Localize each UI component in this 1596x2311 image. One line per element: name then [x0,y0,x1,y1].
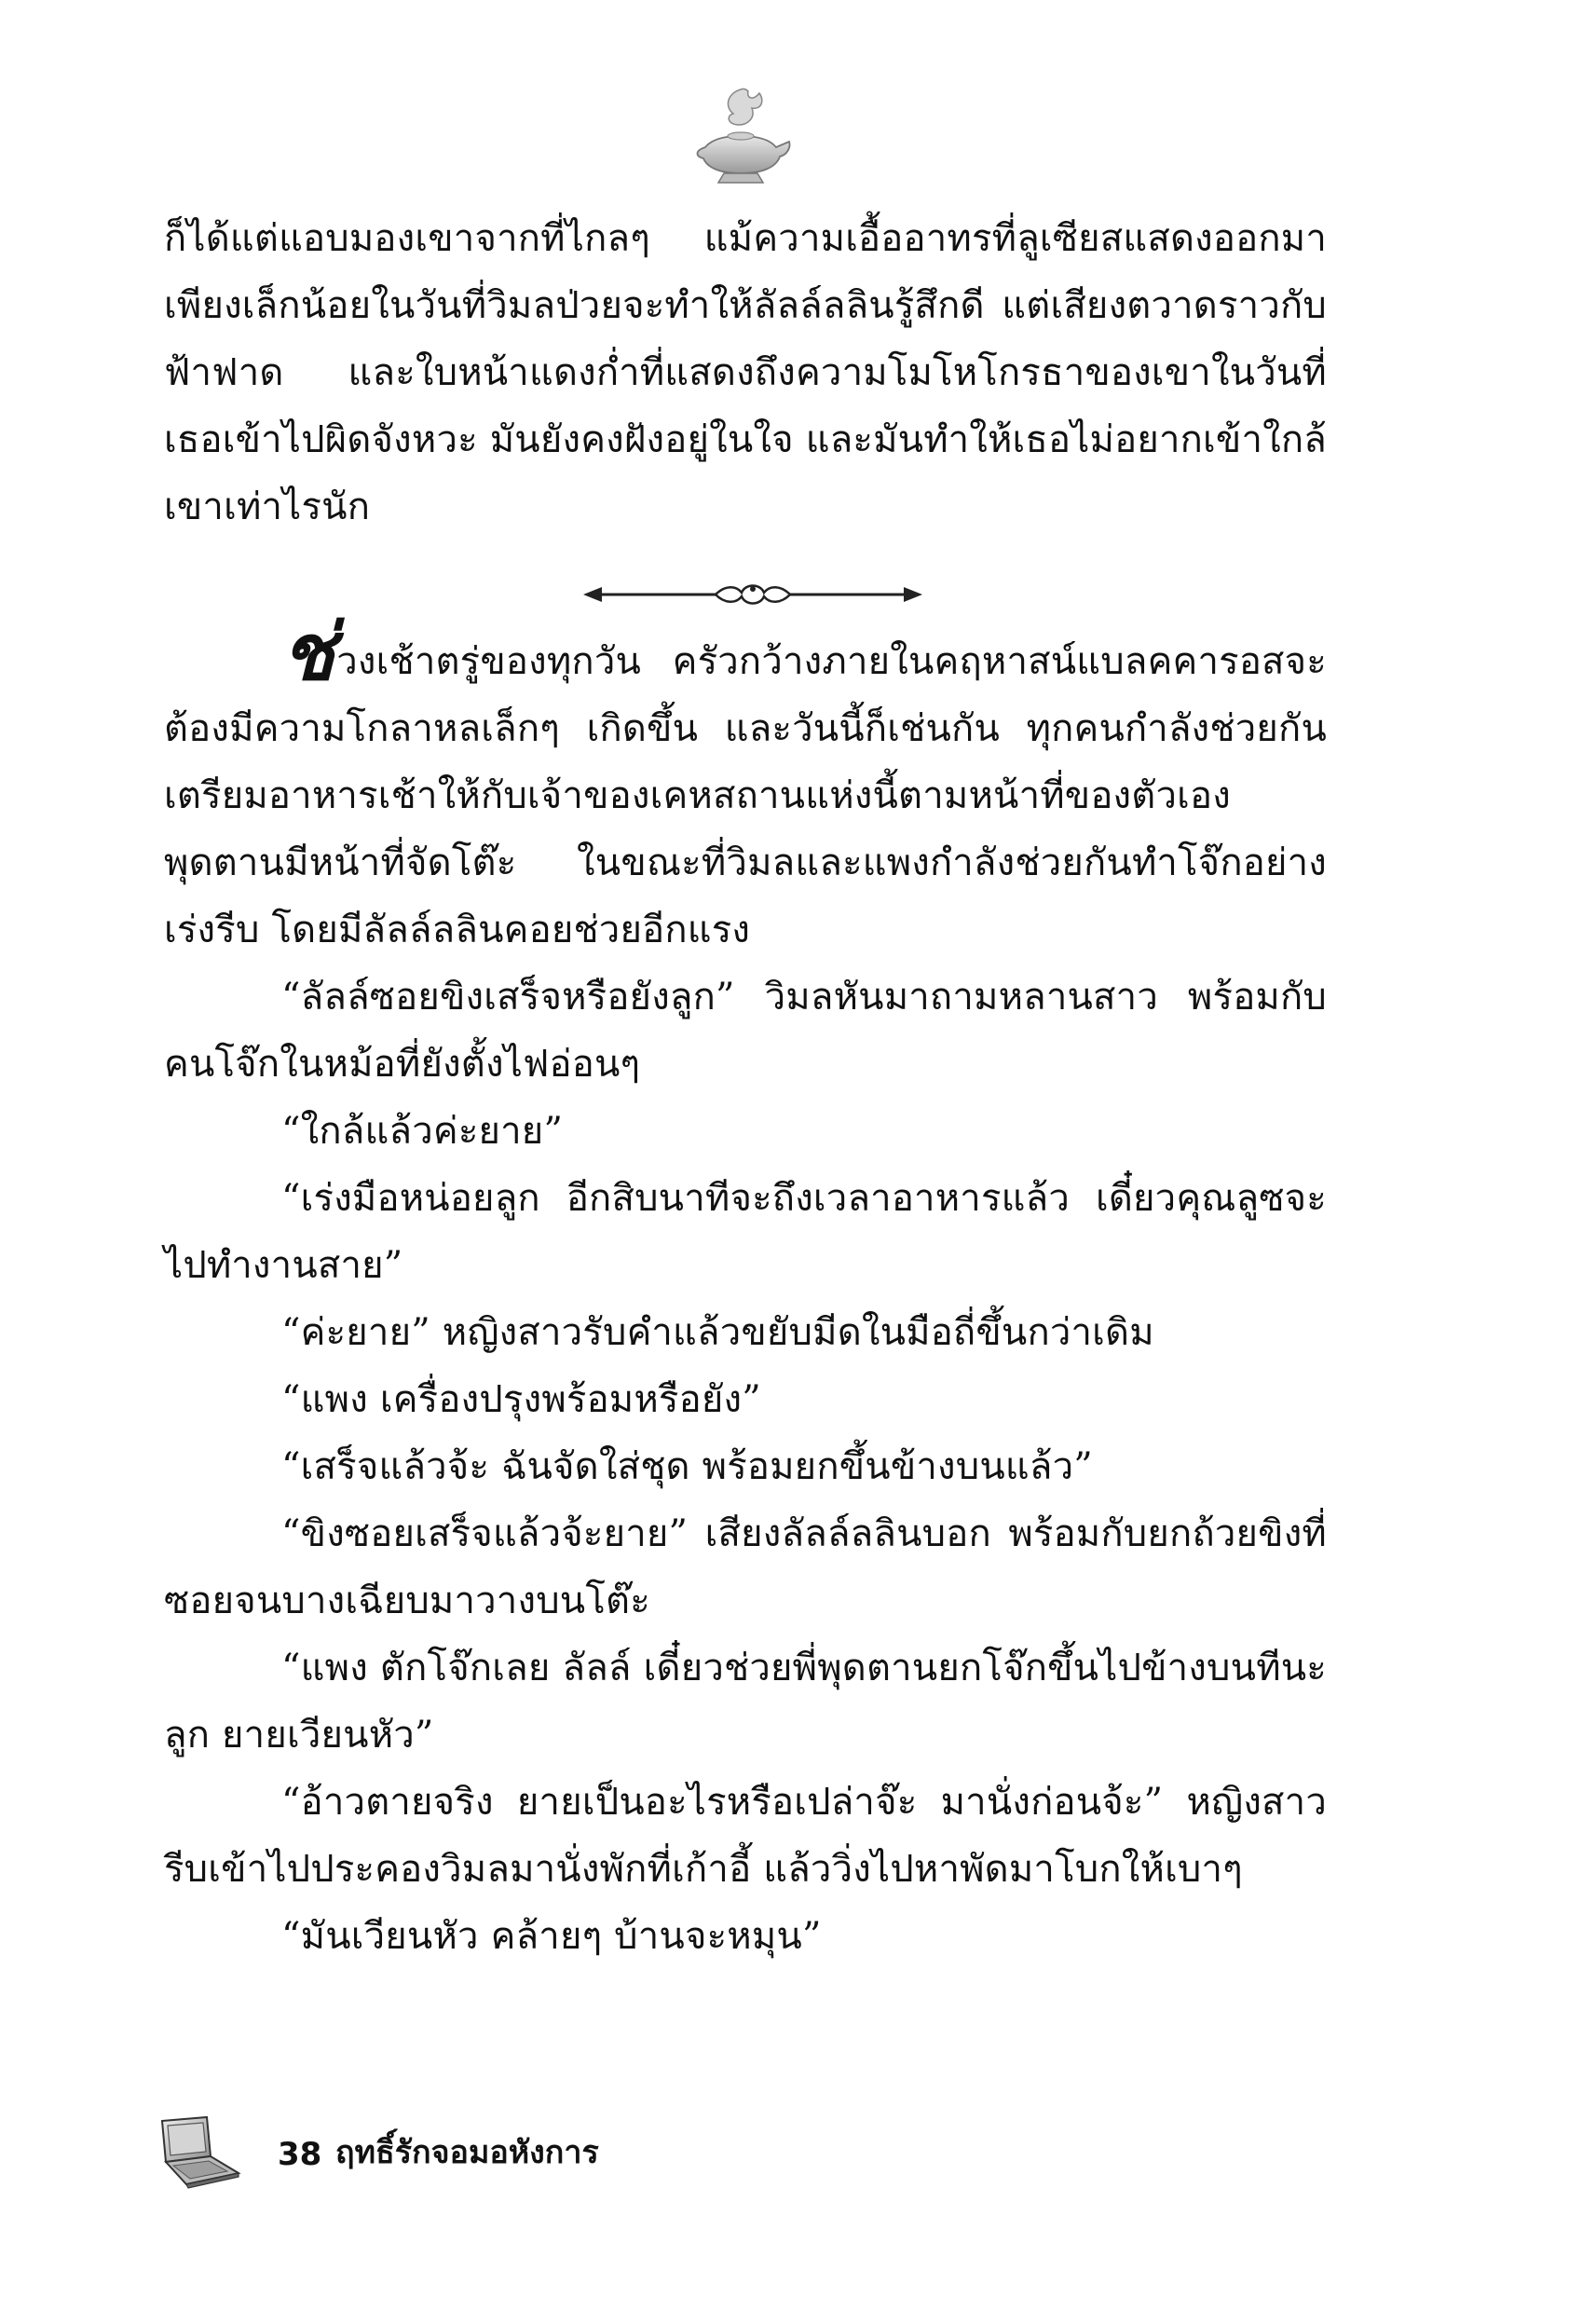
paragraph-7: “ขิงซอยเสร็จแล้วจ้ะยาย” เสียงลัลล์ลลินบอก พร้อมกับยกถ้วยขิงที่ซอยจนบางเฉียบมาวางบนโต๊ะ [164,1512,1327,1622]
ornamental-divider-icon [576,576,930,613]
chapter-section [164,606,1327,1970]
genie-lamp-icon [687,82,797,192]
intro-paragraph [164,205,1327,540]
laptop-icon [149,2113,242,2192]
paragraph-1: “ลัลล์ซอยขิงเสร็จหรือยังลูก” วิมลหันมาถามหลานสาว พร้อมกับคนโจ๊กในหม้อที่ยังตั้งไฟอ่อนๆ [164,976,1327,1086]
paragraph-8: “แพง ตักโจ๊กเลย ลัลล์ เดี๋ยวช่วยพี่พุดตานยกโจ๊กขึ้นไปข้างบนทีนะลูก ยายเวียนหัว” [164,1647,1327,1757]
drop-cap: ช่ [281,606,335,698]
page-number: 38 [278,2136,322,2173]
paragraph-10: “มันเวียนหัว คล้ายๆ บ้านจะหมุน” [281,1915,822,1958]
book-title: ฤทธิ์รักจอมอหังการ [335,2134,599,2171]
opening-paragraph-text: วงเช้าตรู่ของทุกวัน ครัวกว้างภายในคฤหาสน์แบลคคารอสจะต้องมีความโกลาหลเล็กๆ เกิดขึ้น และวันนี้ก็เช่นกัน ทุกคนกำลังช่วยกันเตรียมอาหารเช้าให้กับเจ้าของเคหสถานแห่งนี้ตามหน้าที่ของตัวเอง พุดตานมีหน้าที่จัดโต๊ะ ในขณะที่วิมลและแพงกำลังช่วยกันทำโจ๊กอย่างเร่งรีบ โดยมีลัลล์ลลินคอยช่วยอีกแรง [164,640,1327,951]
page-footer [149,2113,894,2197]
paragraph-3: “เร่งมือหน่อยลูก อีกสิบนาทีจะถึงเวลาอาหารแล้ว เดี๋ยวคุณลูซจะไปทำงานสาย” [164,1177,1327,1287]
paragraph-6: “เสร็จแล้วจ้ะ ฉันจัดใส่ชุด พร้อมยกขึ้นข้างบนแล้ว” [281,1445,1093,1488]
intro-paragraph-text: ก็ได้แต่แอบมองเขาจากที่ไกลๆ แม้ความเอื้ออาทรที่ลูเซียสแสดงออกมาเพียงเล็กน้อยในวันที่วิมลป่วยจะทำให้ลัลล์ลลินรู้สึกดี แต่เสียงตวาดราวกับฟ้าฟาด และใบหน้าแดงก่ำที่แสดงถึงความโมโหโกรธาของเขาในวันที่เธอเข้าไปผิดจังหวะ มันยังคงฝังอยู่ในใจ และมันทำให้เธอไม่อยากเข้าใกล้เขาเท่าไรนัก [164,217,1327,528]
opening-paragraph [164,606,1327,964]
paragraph-5: “แพง เครื่องปรุงพร้อมหรือยัง” [281,1378,761,1421]
paragraph-2: “ใกล้แล้วค่ะยาย” [281,1110,564,1153]
paragraph-9: “อ้าวตายจริง ยายเป็นอะไรหรือเปล่าจ๊ะ มานั่งก่อนจ้ะ” หญิงสาวรีบเข้าไปประคองวิมลมานั่งพักที่เก้าอี้ แล้ววิ่งไปหาพัดมาโบกให้เบาๆ [164,1781,1327,1891]
paragraph-4: “ค่ะยาย” หญิงสาวรับคำแล้วขยับมีดในมือถี่ขึ้นกว่าเดิม [281,1311,1154,1354]
